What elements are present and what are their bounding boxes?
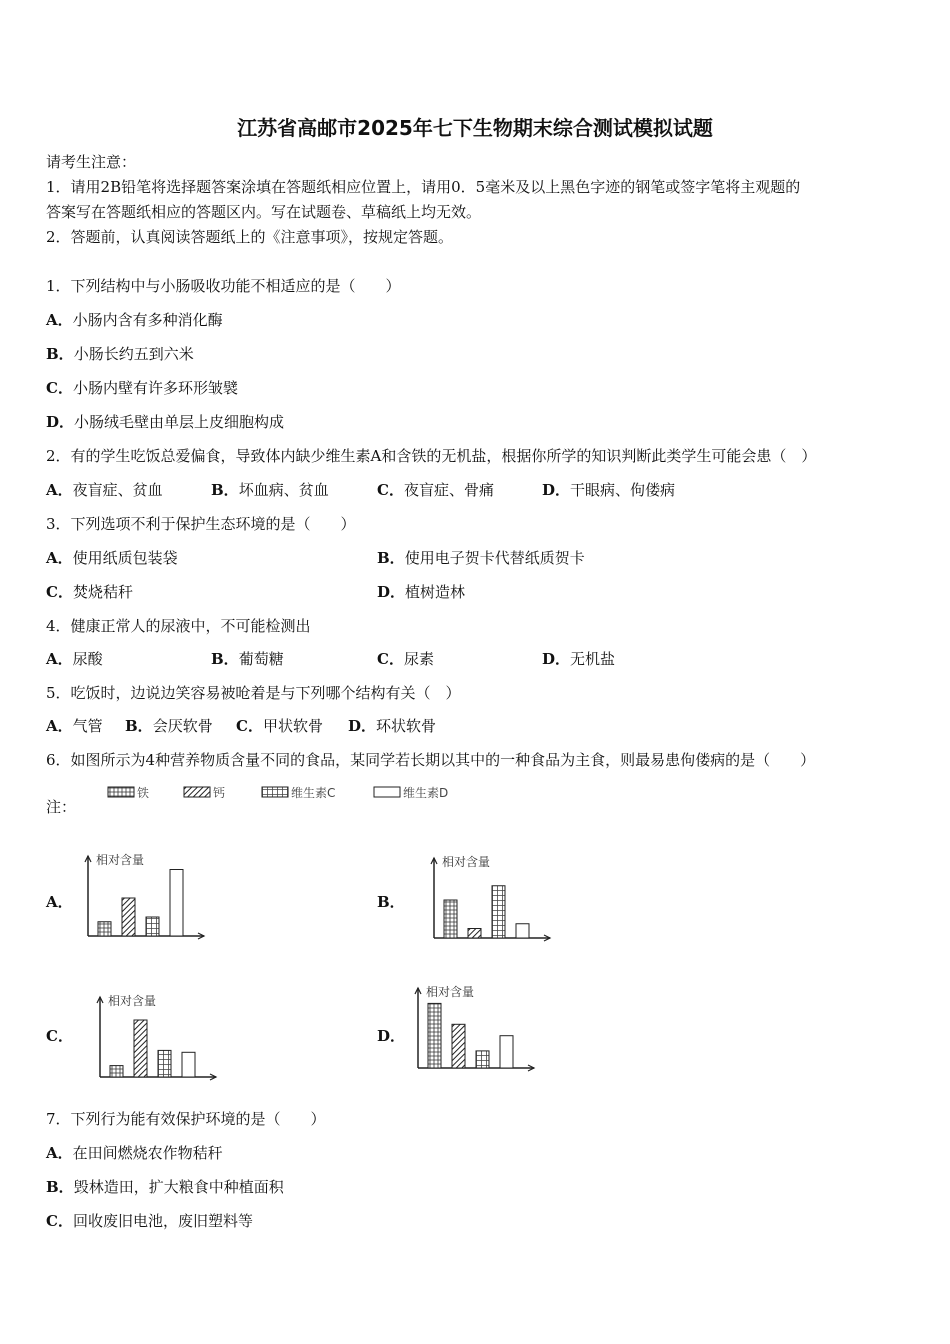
bar-vitamin-c (476, 1051, 489, 1068)
question-6-stem: 6．如图所示为4种营养物质含量不同的食品，某同学若长期以其中的一种食品为主食，则最易患佝偻病的是（ ） (46, 751, 816, 769)
question-1-stem: 1．下列结构中与小肠吸收功能不相适应的是（ ） (46, 277, 401, 295)
q7-option-b[interactable]: B．毁林造田，扩大粮食中种植面积 (46, 1178, 284, 1196)
chart-c[interactable] (86, 987, 226, 1085)
question-7-stem: 7．下列行为能有效保护环境的是（ ） (46, 1110, 326, 1128)
bar-iron (110, 1066, 123, 1077)
notice-heading: 请考生注意： (46, 153, 137, 171)
q5-option-a[interactable]: A．气管 (46, 717, 103, 735)
q4-option-b[interactable]: B．葡萄糖 (211, 650, 284, 668)
q6-option-d[interactable]: D． (377, 1027, 406, 1045)
y-axis-label: 相对含量 (96, 853, 145, 867)
bar-calcium (122, 898, 135, 936)
q3-option-a[interactable]: A．使用纸质包装袋 (46, 549, 178, 567)
notice-item: 答案写在答题纸相应的答题区内。写在试题卷、草稿纸上均无效。 (46, 203, 482, 221)
bar-iron (444, 900, 457, 938)
y-axis-label: 相对含量 (426, 985, 475, 999)
bar-vitamin-d (516, 924, 529, 938)
q5-option-d[interactable]: D．环状软骨 (348, 717, 437, 735)
legend-swatch-vitamin-c (262, 787, 288, 797)
q5-option-c[interactable]: C．甲状软骨 (236, 717, 323, 735)
question-5-stem: 5．吃饭时，边说边笑容易被呛着是与下列哪个结构有关（ ） (46, 684, 461, 702)
legend-label-vitamin-d: 维生素D (403, 786, 449, 800)
q1-option-b[interactable]: B．小肠长约五到六米 (46, 345, 194, 363)
page-title: 江苏省高邮市2025年七下生物期末综合测试模拟试题 (237, 116, 713, 140)
question-4-stem: 4．健康正常人的尿液中，不可能检测出 (46, 617, 311, 635)
q2-option-b[interactable]: B．坏血病、贫血 (211, 481, 329, 499)
chart-a[interactable] (74, 846, 214, 944)
bar-calcium (452, 1024, 465, 1068)
legend-swatch-iron (108, 787, 134, 797)
q4-option-c[interactable]: C．尿素 (377, 650, 434, 668)
bar-vitamin-c (146, 917, 159, 936)
q6-option-b[interactable]: B． (377, 893, 405, 911)
bar-iron (428, 1003, 441, 1068)
chart-d[interactable] (404, 978, 544, 1076)
q7-option-a[interactable]: A．在田间燃烧农作物秸秆 (46, 1144, 223, 1162)
chart-legend (100, 782, 480, 804)
bar-vitamin-c (492, 886, 505, 938)
y-axis-label: 相对含量 (442, 855, 491, 869)
chart-b[interactable] (420, 848, 560, 946)
bar-vitamin-d (182, 1052, 195, 1077)
q3-option-c[interactable]: C．焚烧秸秆 (46, 583, 133, 601)
q2-option-d[interactable]: D．干眼病、佝偻病 (542, 481, 676, 499)
bar-vitamin-d (500, 1036, 513, 1068)
legend-note-label: 注： (46, 798, 77, 816)
q7-option-c[interactable]: C．回收废旧电池，废旧塑料等 (46, 1212, 253, 1230)
bar-iron (98, 922, 111, 936)
question-2-stem: 2．有的学生吃饭总爱偏食，导致体内缺少维生素A和含铁的无机盐，根据你所学的知识判断此类学生可能会患（ ） (46, 447, 817, 465)
q1-option-c[interactable]: C．小肠内壁有许多环形皱襞 (46, 379, 238, 397)
legend-label-calcium: 钙 (213, 786, 226, 800)
legend-label-iron: 铁 (137, 786, 150, 800)
bar-vitamin-c (158, 1050, 171, 1077)
q6-option-c[interactable]: C． (46, 1027, 73, 1045)
bar-calcium (468, 929, 481, 939)
q4-option-d[interactable]: D．无机盐 (542, 650, 616, 668)
notice-item: 2．答题前，认真阅读答题纸上的《注意事项》，按规定答题。 (46, 228, 454, 246)
legend-swatch-calcium (184, 787, 210, 797)
q2-option-a[interactable]: A．夜盲症、贫血 (46, 481, 163, 499)
q4-option-a[interactable]: A．尿酸 (46, 650, 103, 668)
legend-label-vitamin-c: 维生素C (291, 786, 336, 800)
q6-option-a[interactable]: A． (46, 893, 73, 911)
notice-item: 1．请用2B铅笔将选择题答案涂填在答题纸相应位置上，请用0．5毫米及以上黑色字迹的钢笔或签字笔将主观题的 (46, 178, 801, 196)
q3-option-b[interactable]: B．使用电子贺卡代替纸质贺卡 (377, 549, 585, 567)
bar-calcium (134, 1020, 147, 1077)
q3-option-d[interactable]: D．植树造林 (377, 583, 466, 601)
question-3-stem: 3．下列选项不利于保护生态环境的是（ ） (46, 515, 356, 533)
q1-option-a[interactable]: A．小肠内含有多种消化酶 (46, 311, 223, 329)
q1-option-d[interactable]: D．小肠绒毛壁由单层上皮细胞构成 (46, 413, 285, 431)
y-axis-label: 相对含量 (108, 994, 157, 1008)
legend-swatch-vitamin-d (374, 787, 400, 797)
q5-option-b[interactable]: B．会厌软骨 (125, 717, 213, 735)
q2-option-c[interactable]: C．夜盲症、骨痛 (377, 481, 494, 499)
bar-vitamin-d (170, 870, 183, 937)
